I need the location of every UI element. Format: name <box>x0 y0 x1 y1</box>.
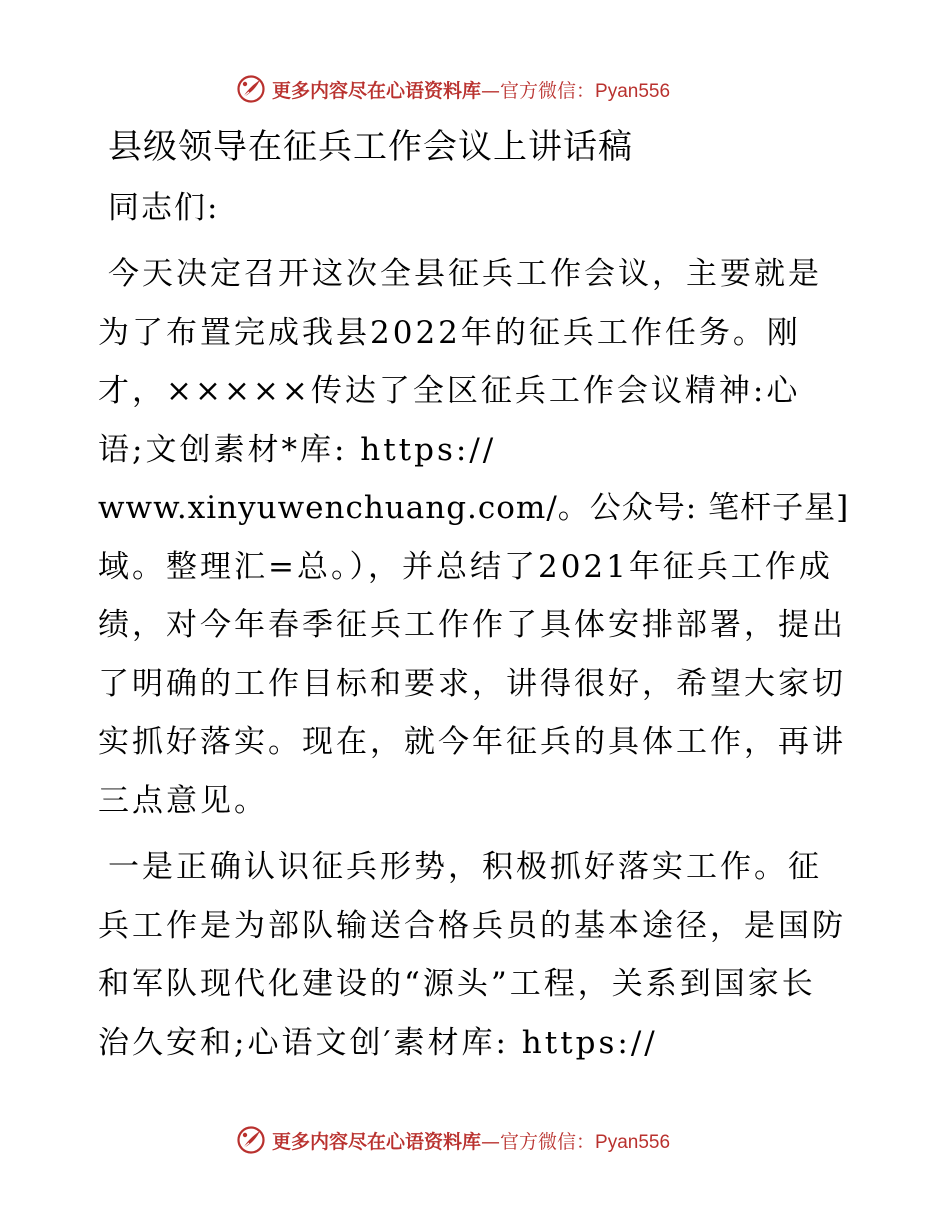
salutation: 同志们: <box>108 190 220 226</box>
banner-main-text: 更多内容尽在心语资料库 <box>272 1130 482 1153</box>
text-line: 绩，对今年春季征兵工作作了具体安排部署，提出 <box>98 607 846 643</box>
text-line: 了明确的工作目标和要求，讲得很好，希望大家切 <box>98 665 846 702</box>
text-line: 才，×××××传达了全区征兵工作会议精神:心 <box>98 373 801 409</box>
banner-separator: — <box>481 1130 501 1153</box>
text-line: www.xinyuwenchuang.com/。公众号: 笔杆子星] <box>98 490 850 526</box>
banner-wechat-label: 官方微信： <box>500 1130 596 1153</box>
quill-pen-logo-icon <box>236 1125 266 1155</box>
text-line: 一是正确认识征兵形势，积极抓好落实工作。征 <box>108 849 822 885</box>
document-title: 县级领导在征兵工作会议上讲话稿 <box>108 127 633 167</box>
banner-text <box>272 1127 670 1154</box>
text-line: 今天决定召开这次全县征兵工作会议，主要就是 <box>108 256 822 292</box>
text-line: 域。整理汇=总。），并总结了2021年征兵工作成 <box>98 548 833 585</box>
text-line: 兵工作是为部队输送合格兵员的基本途径，是国防 <box>98 907 846 944</box>
text-line: 实抓好落实。现在，就今年征兵的具体工作，再讲 <box>98 724 846 760</box>
banner-separator: — <box>481 79 501 102</box>
text-line: 为了布置完成我县2022年的征兵工作任务。刚 <box>98 314 801 351</box>
text-line: 语;文创素材*库: https:// <box>98 431 497 468</box>
header-banner <box>236 72 670 106</box>
banner-main-text: 更多内容尽在心语资料库 <box>272 79 482 102</box>
text-line: 治久安和;心语文创′素材库: https:// <box>98 1024 658 1061</box>
quill-pen-logo-icon <box>236 74 266 104</box>
document-body <box>98 121 850 1072</box>
footer-banner <box>236 1123 670 1157</box>
banner-text <box>272 76 670 103</box>
text-line: 三点意见。 <box>98 782 268 819</box>
banner-wechat-id: Pyan556 <box>595 1131 671 1153</box>
banner-wechat-label: 官方微信： <box>500 79 596 102</box>
paragraph-2 <box>98 838 850 1072</box>
paragraph-1 <box>98 245 850 830</box>
text-line: 和军队现代化建设的“源头”工程，关系到国家长 <box>98 966 816 1002</box>
banner-wechat-id: Pyan556 <box>595 80 671 102</box>
